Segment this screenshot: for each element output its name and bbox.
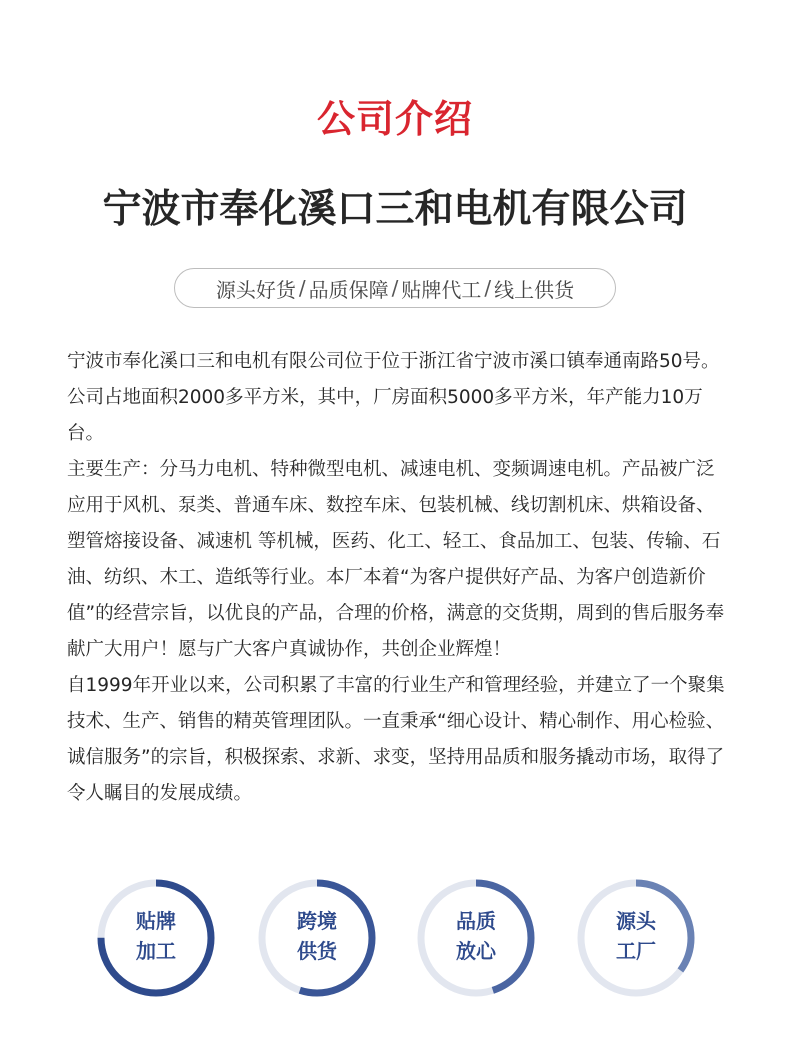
tagline-item: 线上供货: [494, 277, 575, 302]
badge-label: [96, 906, 216, 966]
feature-badges: [0, 878, 790, 998]
tagline-pill: [174, 268, 616, 308]
tagline-item: 源头好货: [215, 277, 296, 302]
intro-paragraph-products: 主要生产：分马力电机、特种微型电机、减速电机、变频调速电机。产品被广泛应用于风机、泵类、普通车床、数控车床、包装机械、线切割机床、烘箱设备、塑管熔接设备、减速机 等机械，医药、化工、轻工、食品加工、包装、传输、石油、纺织、木工、造纸等行业。本厂本着“为客户提供好产品、为客户创造新价值”的经营宗旨，以优良的产品，合理的价格，满意的交货期，周到的售后服务奉献广大用户！愿与广大客户真诚协作，共创企业辉煌！: [67, 459, 725, 660]
badge-label: [576, 906, 696, 966]
badge-label: [257, 906, 377, 966]
company-intro: [67, 344, 727, 812]
badge-label-line2: 工厂: [616, 939, 656, 963]
section-title: 公司介绍: [316, 97, 473, 141]
badge-label-line1: 源头: [616, 909, 656, 933]
tagline-separator: /: [391, 276, 399, 300]
badge-quality: [416, 878, 536, 998]
badge-label: [416, 906, 536, 966]
tagline-item: 贴牌代工: [401, 277, 482, 302]
badge-label-line2: 加工: [136, 939, 176, 963]
tagline-item: 品质保障: [308, 277, 389, 302]
badge-oem: [96, 878, 216, 998]
badge-label-line2: 供货: [297, 939, 337, 963]
badge-label-line1: 品质: [456, 909, 496, 933]
intro-paragraph-location: 宁波市奉化溪口三和电机有限公司位于位于浙江省宁波市溪口镇奉通南路50号。公司占地面积2000多平方米，其中，厂房面积5000多平方米，年产能力10万台。: [67, 351, 720, 444]
badge-label-line2: 放心: [456, 939, 496, 963]
badge-label-line1: 跨境: [297, 909, 337, 933]
badge-label-line1: 贴牌: [136, 909, 176, 933]
company-name: 宁波市奉化溪口三和电机有限公司: [102, 187, 688, 232]
tagline-separator: /: [298, 276, 306, 300]
badge-cross-border: [257, 878, 377, 998]
tagline-separator: /: [484, 276, 492, 300]
badge-source-factory: [576, 878, 696, 998]
intro-paragraph-history: 自1999年开业以来，公司积累了丰富的行业生产和管理经验，并建立了一个聚集技术、生产、销售的精英管理团队。一直秉承“细心设计、精心制作、用心检验、诚信服务”的宗旨，积极探索、求新、求变，坚持用品质和服务撬动市场，取得了令人瞩目的发展成绩。: [67, 675, 725, 804]
